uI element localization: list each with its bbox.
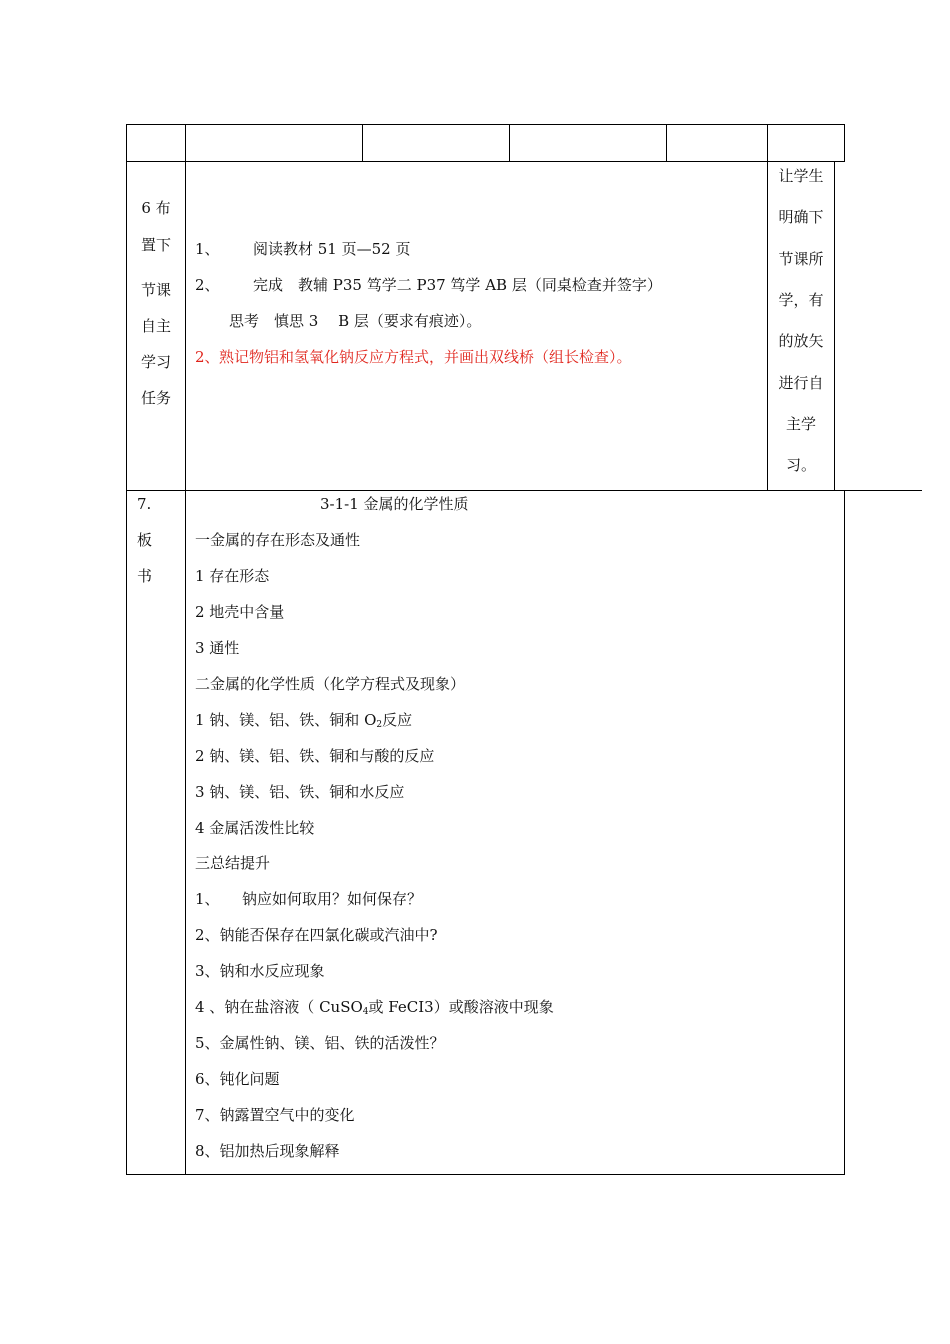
board-line: 2 地壳中含量 — [195, 603, 285, 621]
section6-label-line: 置下 — [140, 236, 171, 254]
header-col-divider-3 — [666, 124, 667, 162]
board-line: 4 金属活泼性比较 — [195, 819, 315, 837]
board-line: 1 存在形态 — [195, 567, 270, 585]
task-1-number: 1、 — [195, 240, 220, 258]
board-line: 3 通性 — [195, 639, 240, 657]
intent-line: 学，有 — [778, 291, 824, 309]
section7-label-line: 板 — [137, 531, 153, 549]
row-divider-1 — [126, 161, 845, 162]
board-line-cuso4 — [195, 997, 554, 1022]
table-border-right-bottom — [844, 490, 845, 1175]
board-title: 3-1-1 金属的化学性质 — [320, 495, 469, 513]
o2-subscript: 2 — [376, 720, 383, 730]
board-line: 3、钠和水反应现象 — [195, 962, 325, 980]
task-2-number: 2、 — [195, 276, 220, 294]
table-border-right-top — [844, 124, 845, 162]
board-line: 2、钠能否保存在四氯化碳或汽油中? — [195, 926, 438, 944]
header-col-divider-1 — [362, 124, 363, 162]
cuso4-subscript: 4 — [362, 1007, 369, 1017]
board-line: 1、 钠应如何取用？如何保存？ — [195, 890, 423, 908]
task-2-subline: 思考 慎思 3 B 层（要求有痕迹）。 — [229, 312, 482, 330]
board-line: 5、金属性钠、镁、铝、铁的活泼性？ — [195, 1034, 445, 1052]
intent-line: 的放矢 — [778, 332, 824, 350]
intent-line: 主学 — [785, 415, 816, 433]
board-line-o2 — [195, 710, 412, 735]
section6-label-line: 自主 — [140, 317, 171, 335]
task-3-number: 2、 — [195, 348, 220, 366]
task-1-text: 阅读教材 51 页—52 页 — [253, 240, 411, 258]
board-line: 三总结提升 — [195, 854, 271, 872]
board-line-cuso4-text: 4 、钠在盐溶液（ CuSO — [195, 998, 363, 1016]
task-3-text: 熟记物铝和氢氧化钠反应方程式，并画出双线桥（组长检查）。 — [219, 348, 632, 366]
section7-label-line: 7. — [137, 495, 152, 513]
intent-line: 进行自 — [778, 374, 824, 392]
intent-line: 习。 — [785, 456, 816, 474]
row-divider-2 — [126, 490, 922, 491]
section7-label-line: 书 — [137, 567, 153, 585]
task-2-text: 完成 教辅 P35 笃学二 P37 笃学 AB 层（同桌检查并签字） — [253, 276, 662, 294]
board-line-cuso4-tail: 或 FeCI3）或酸溶液中现象 — [368, 998, 554, 1016]
section6-label-line: 任务 — [140, 389, 171, 407]
board-line-o2-text: 1 钠、镁、铝、铁、铜和 O — [195, 711, 377, 729]
board-line: 一金属的存在形态及通性 — [195, 531, 361, 549]
section6-label-line: 学习 — [140, 353, 171, 371]
board-line: 7、钠露置空气中的变化 — [195, 1106, 355, 1124]
board-line: 6、钝化问题 — [195, 1070, 280, 1088]
header-col-divider-2 — [509, 124, 510, 162]
board-line: 8、铝加热后现象解释 — [195, 1142, 340, 1160]
board-line: 3 钠、镁、铝、铁、铜和水反应 — [195, 783, 405, 801]
intent-line: 明确下 — [778, 208, 824, 226]
intent-line: 节课所 — [778, 250, 824, 268]
table-border-top — [126, 124, 845, 125]
intent-line: 让学生 — [778, 167, 824, 185]
section6-label-line: 6 布 — [141, 199, 171, 217]
board-line-o2-tail: 反应 — [382, 711, 413, 729]
section6-label-line: 节课 — [140, 281, 171, 299]
board-line: 二金属的化学性质（化学方程式及现象） — [195, 675, 466, 693]
table-border-bottom — [126, 1174, 845, 1175]
board-line: 2 钠、镁、铝、铁、铜和与酸的反应 — [195, 747, 435, 765]
